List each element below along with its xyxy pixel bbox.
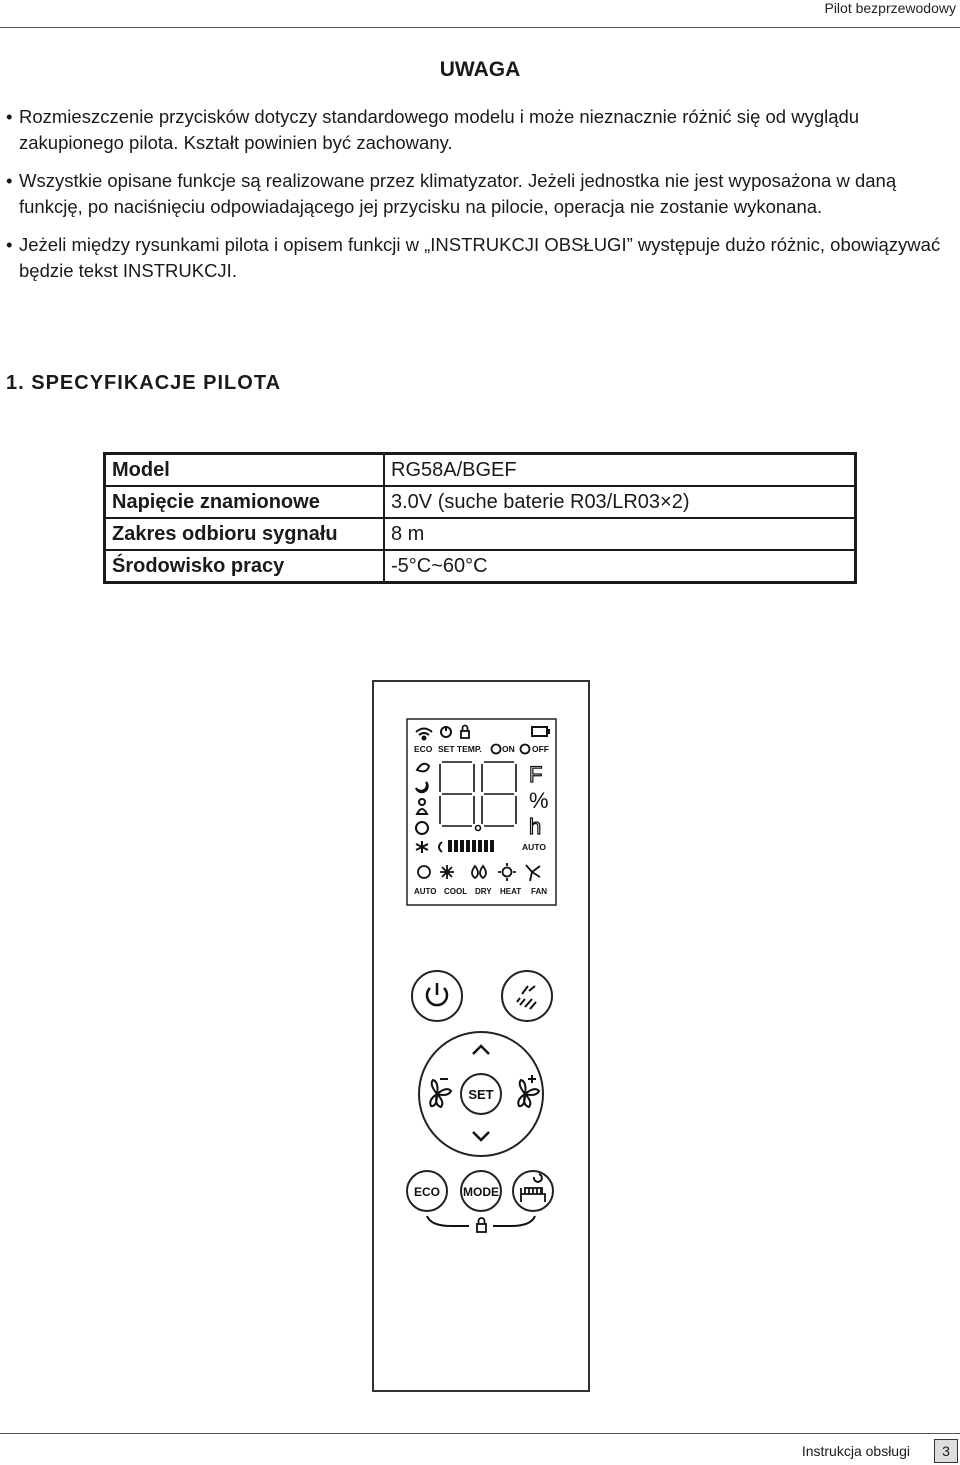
fan-speed-bar: [439, 840, 494, 852]
fan-mode-icon: [526, 865, 540, 881]
spec-label: Środowisko pracy: [105, 550, 385, 583]
spec-value: RG58A/BGEF: [391, 458, 517, 481]
on-indicator: ON: [502, 744, 515, 754]
lock-icon: [461, 726, 469, 739]
sleep-button[interactable]: [513, 1171, 553, 1211]
percent-indicator: %: [529, 788, 549, 813]
eco-button-label: ECO: [413, 1185, 441, 1199]
fan-small-icon: [416, 841, 428, 853]
spec-value: 3.0V (suche baterie R03/LR03×2): [384, 486, 856, 518]
mode-label-auto: AUTO: [414, 887, 437, 896]
mode-label-dry: DRY: [475, 887, 492, 896]
spec-row: [105, 486, 856, 518]
timer-on-icon: [492, 745, 501, 754]
swing-button[interactable]: [502, 971, 552, 1021]
spec-label: Model: [105, 454, 385, 487]
notice-text: Wszystkie opisane funkcje są realizowane przez klimatyzator. Jeżeli jednostka nie jest wyposażona w daną funkcję, po naciśnięciu odpowiadającego jej przycisku na pilocie, operacja nie zostanie wykonana.: [19, 170, 897, 217]
spec-row: [105, 454, 856, 487]
bullet: •: [6, 106, 13, 127]
heat-mode-icon: [503, 868, 512, 877]
auto-fan-indicator: AUTO: [522, 842, 546, 852]
off-indicator: OFF: [532, 744, 549, 754]
mode-label-heat: HEAT: [500, 887, 522, 896]
notice-item: [6, 232, 956, 283]
set-button[interactable]: [461, 1074, 501, 1114]
power-button[interactable]: [412, 971, 462, 1021]
mode-label-cool: COOL: [444, 887, 468, 896]
header-divider: [0, 27, 960, 28]
mode-button-label: MODE: [463, 1185, 499, 1199]
footer-divider: [0, 1433, 960, 1434]
lock-icon: [477, 1218, 486, 1232]
timer-off-icon: [521, 745, 530, 754]
notice-item: [6, 104, 956, 155]
clean-icon: [416, 822, 428, 834]
section-title: 1. SPECYFIKACJE PILOTA: [6, 372, 282, 394]
fahrenheit-indicator: F: [529, 762, 543, 787]
set-button-label: SET: [468, 1087, 494, 1102]
spec-label: Zakres odbioru sygnału: [105, 518, 385, 550]
auto-mode-icon: [418, 866, 430, 878]
bullet: •: [6, 234, 13, 255]
wifi-icon: [416, 729, 432, 740]
remote-control-body: [372, 680, 590, 1392]
notice-text: Jeżeli między rysunkami pilota i opisem funkcji w „INSTRUKCJI OBSŁUGI” występuje dużo różnic, obowiązywać będzie tekst INSTRUKCJI.: [19, 234, 941, 281]
eco-button[interactable]: [407, 1171, 447, 1211]
notice-item: [6, 168, 956, 219]
eco-indicator: ECO: [414, 744, 433, 754]
spec-value: 8 m: [384, 518, 856, 550]
remote-illustration: [374, 682, 588, 1390]
cool-mode-icon: [440, 865, 454, 879]
sleep-icon: [416, 782, 428, 792]
hour-indicator: h: [529, 814, 542, 839]
notice-heading: UWAGA: [439, 58, 521, 81]
mode-label-fan: FAN: [531, 887, 547, 896]
dry-mode-icon: [472, 866, 486, 878]
settemp-indicator: SET TEMP.: [438, 744, 482, 754]
header-title: Pilot bezprzewodowy: [824, 0, 956, 16]
spec-value: -5°C~60°C: [384, 550, 856, 583]
battery-icon: [532, 727, 549, 736]
spec-row: [105, 550, 856, 583]
temperature-digits: [440, 762, 516, 831]
spec-label: Napięcie znamionowe: [105, 486, 385, 518]
page-number: 3: [934, 1439, 958, 1463]
notice-text: Rozmieszczenie przycisków dotyczy standardowego modelu i może nieznacznie różnić się od wyglądu zakupionego pilota. Kształt powinien być zachowany.: [19, 106, 860, 153]
notice-list: [6, 104, 956, 296]
mode-button[interactable]: [461, 1171, 501, 1211]
timer-icon: [441, 726, 451, 737]
leaf-icon: [417, 764, 429, 772]
spec-row: [105, 518, 856, 550]
footer-label: Instrukcja obsługi: [801, 1443, 910, 1459]
bullet: •: [6, 170, 13, 191]
person-icon: [419, 799, 425, 805]
spec-table: [103, 452, 857, 584]
